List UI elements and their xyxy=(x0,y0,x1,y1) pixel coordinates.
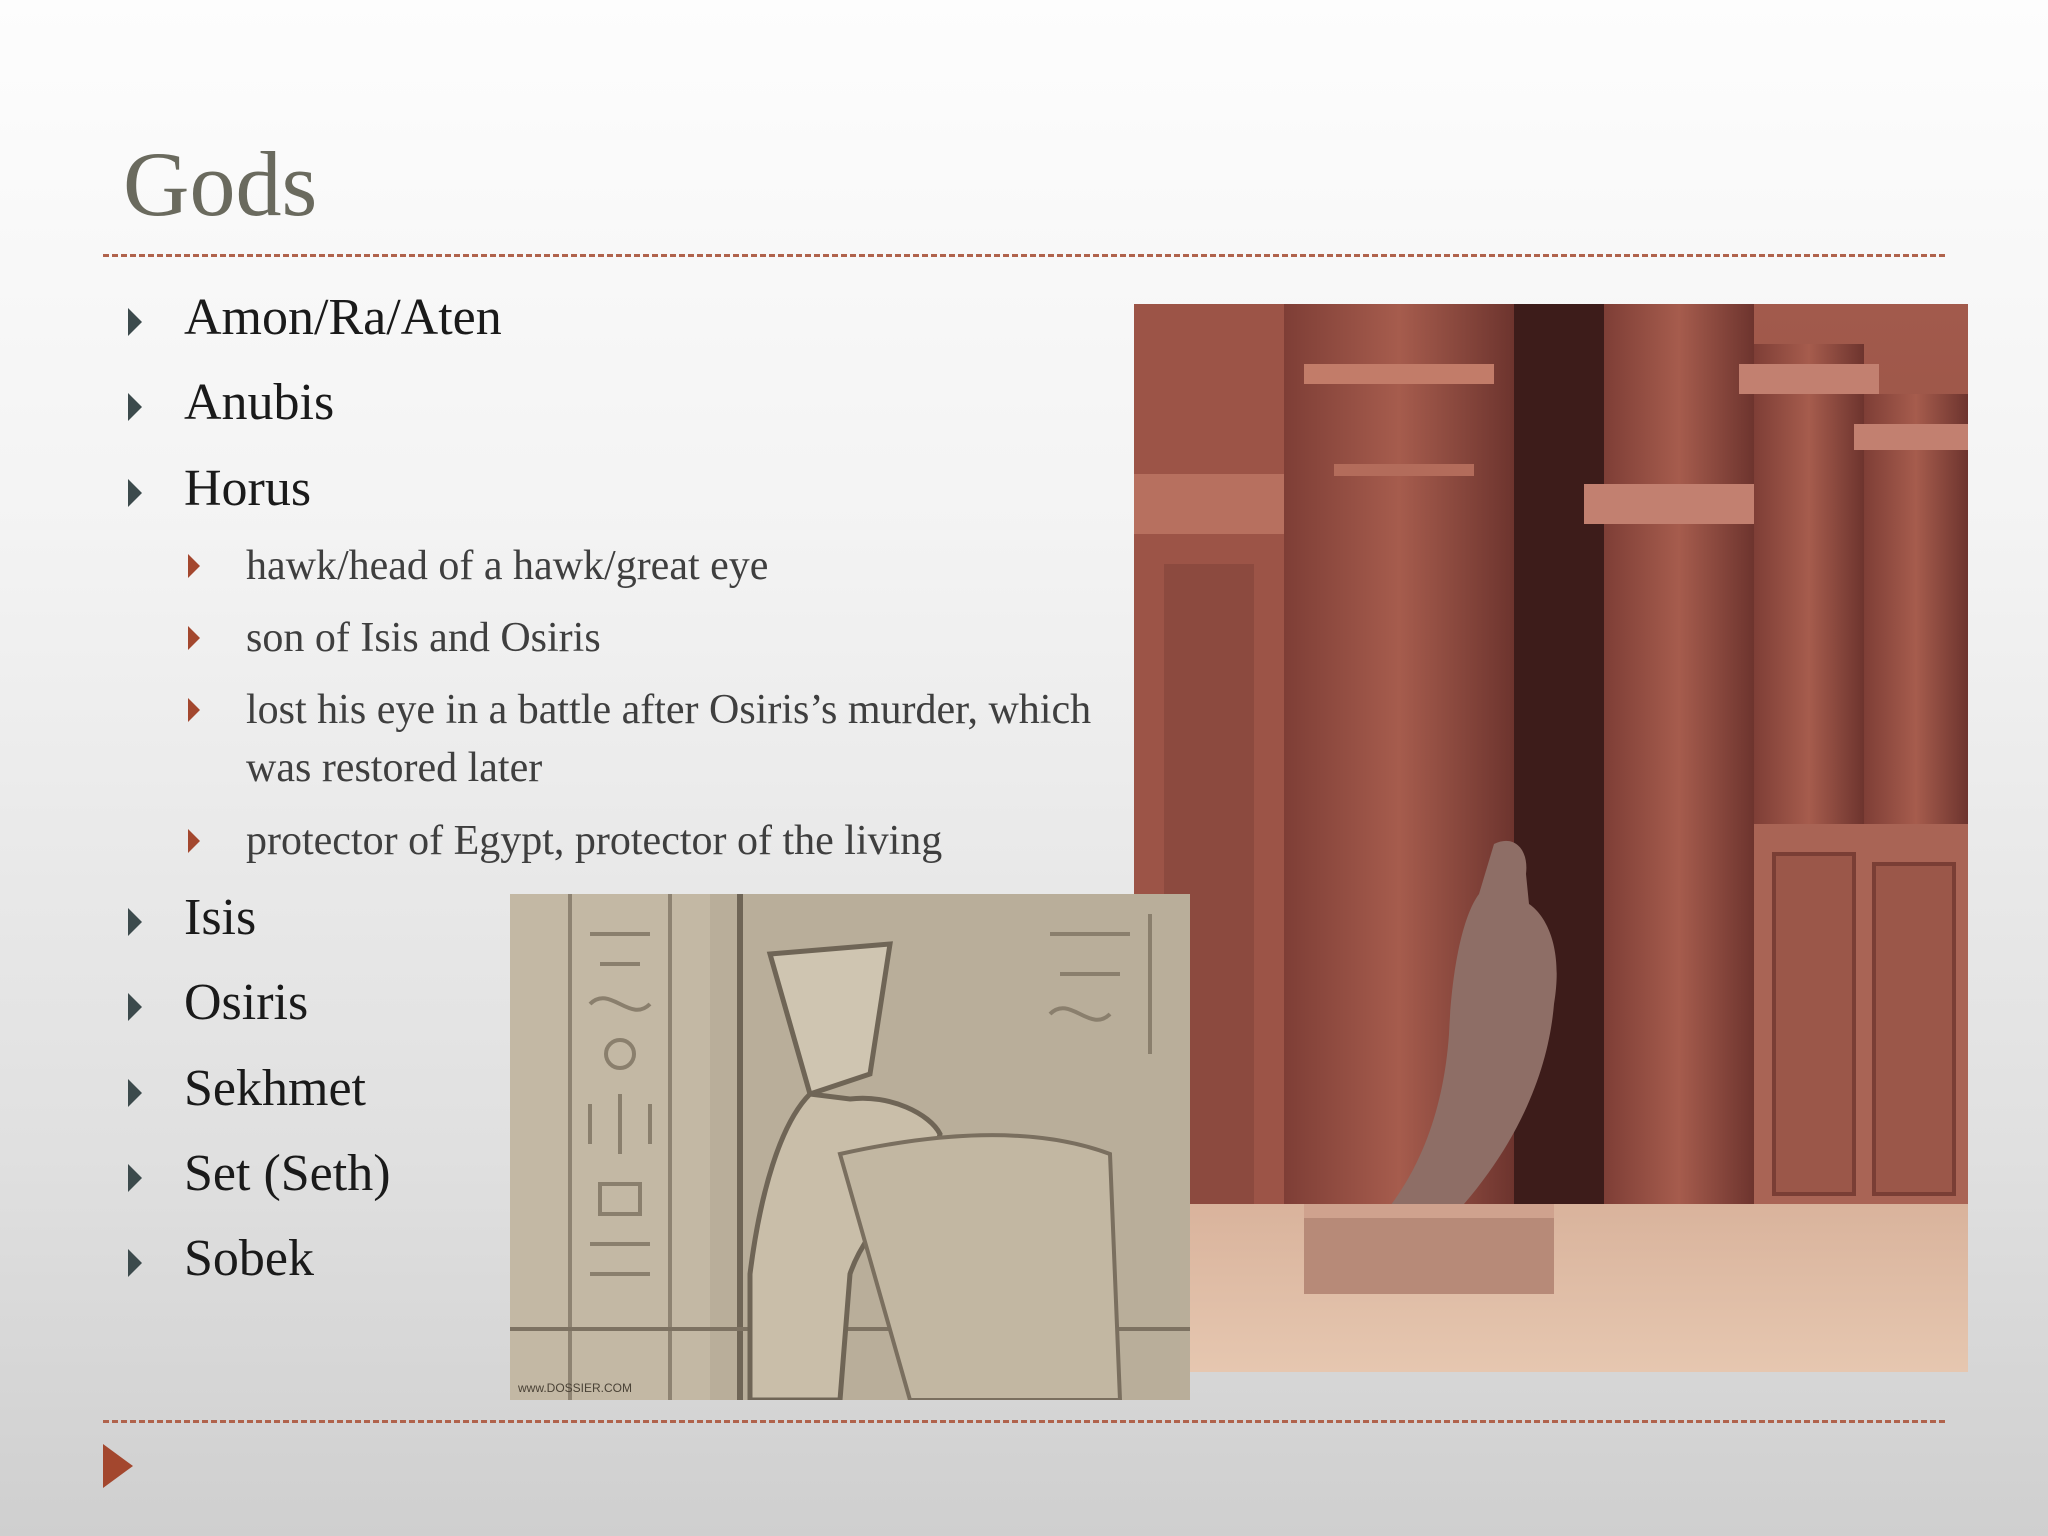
relief-watermark: www.DOSSIER.COM xyxy=(518,1381,633,1395)
bullet-arrow-icon xyxy=(188,554,200,578)
bullet-arrow-icon xyxy=(128,1079,142,1107)
bullet-arrow-icon xyxy=(128,1249,142,1277)
slide-title: Gods xyxy=(123,133,318,235)
top-divider xyxy=(103,254,1945,257)
sub-list-item xyxy=(246,812,1126,870)
bullet-arrow-icon xyxy=(128,908,142,936)
sub-list-item-label: hawk/head of a hawk/great eye xyxy=(246,543,769,589)
list-item-label: Horus xyxy=(184,460,312,517)
bullet-arrow-icon xyxy=(128,1164,142,1192)
bullet-arrow-icon xyxy=(128,393,142,421)
sub-list-item xyxy=(246,537,1126,595)
list-item xyxy=(184,889,257,946)
list-item xyxy=(184,1145,391,1202)
bottom-divider xyxy=(103,1420,1945,1423)
list-item-label: Sekhmet xyxy=(184,1060,366,1117)
list-item xyxy=(184,1060,366,1117)
sub-list-item-label: protector of Egypt, protector of the living xyxy=(246,818,943,864)
list-item-label: Osiris xyxy=(184,974,309,1031)
sub-list-item xyxy=(246,681,1126,797)
footer-arrow-icon xyxy=(103,1444,133,1488)
list-item xyxy=(184,1230,314,1287)
sub-list-item-label: lost his eye in a battle after Osiris’s murder, which was restored later xyxy=(246,687,1092,791)
bullet-arrow-icon xyxy=(128,479,142,507)
list-item xyxy=(184,374,335,431)
temple-illustration xyxy=(1134,304,1968,1372)
bullet-arrow-icon xyxy=(128,308,142,336)
bullet-arrow-icon xyxy=(188,698,200,722)
bullet-arrow-icon xyxy=(188,829,200,853)
bullet-arrow-icon xyxy=(188,626,200,650)
list-item xyxy=(184,289,502,346)
list-item-label: Sobek xyxy=(184,1230,314,1287)
list-item xyxy=(184,460,312,517)
list-item-label: Amon/Ra/Aten xyxy=(184,289,502,346)
bullet-arrow-icon xyxy=(128,993,142,1021)
list-item-label: Set (Seth) xyxy=(184,1145,391,1202)
list-item-label: Isis xyxy=(184,889,257,946)
list-item-label: Anubis xyxy=(184,374,335,431)
relief-illustration xyxy=(510,894,1190,1400)
horus-relief-photo xyxy=(510,894,1190,1400)
horus-temple-photo xyxy=(1134,304,1968,1372)
sub-list-item-label: son of Isis and Osiris xyxy=(246,615,601,661)
sub-list-item xyxy=(246,609,1126,667)
list-item xyxy=(184,974,309,1031)
